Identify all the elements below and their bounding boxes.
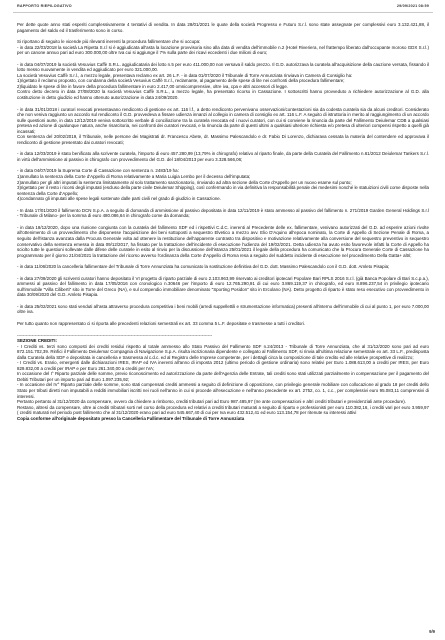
paragraph-line: - In data 17/01/2020 il fallimento DCN S.p.A. a seguito di domanda di ammissione al passivo depositata in data 12/11/2019 è stato ammesso al passivo del fallimento n. 271/2019 Garden General Holdings S.r.l - Tribunale di Milano- per la somma di euro 480.086,64 in chirografo come da domanda; — [17, 207, 429, 219]
section-line: - In occasione del IV° Riparto parziale delle somme, sono stati compensati crediti ammessi a seguito di definizione di opposizione, con privilegio generale mobiliare con collocazione al grado 18 per crediti dello Stato per tributi diretti non imputabili a redditi immobiliari iscritti nei ruoli nell'anno in cui si procede all'esecuzione e nell'anno precedente ex art. 2752, co. 1, c.c., per complessivi euro 95.083,11 comprensivi di interessi. — [17, 382, 429, 399]
section-line: - I Crediti vs. Erario, emergenti dalle dichiarazioni IRES, IRAP ed IVA inerenti all'anno di imposta 2012 (ultimo periodo di gestione ordinaria) sono relativi per Euro 1.088.613,00 a crediti per IRES, per Euro 829.832,00 a crediti per IRAP e per Euro 261.340,00 a crediti per IVA; — [17, 360, 429, 371]
paragraph-line: Per dette quote anno stati esperiti complessivamente 4 tentativi di vendita. In data 28/01/2021 le quote della società Progresso e Futuro S.r.l. sono state assegnate per complessivi euro 3.132.421,88, il pagamento del saldo ed il trasferimento sono in corso. — [17, 22, 429, 33]
paragraph-line: 1)rigettato il reclamo proposto, con condanna della società Vesuvius Caffè S.r.l., reclamante, al pagamento delle spese di lite nei confronti della procedura fallimentare; — [17, 78, 345, 84]
paragraph-line: 1)annullato la sentenza della Corte d'Appello di Roma relativamente a Maria Luigia Lembo per il decesso dell'imputata; — [17, 174, 251, 180]
paragraph — [17, 39, 429, 56]
paragraph-line: La società Vesuvius Caffè S.r.l., a mezzo legale, presentava reclamo ex art. 26 L.F. - in data 01/07/2020 il Tribunale di Torre Annunziata rinviava in Camera di Consiglio ha: — [17, 72, 353, 78]
paragraph-line: 2)annullato per gli altri imputati la sentenza limitatamente al solo trattamento sanzionatorio, rinviando ad altra sezione della Corte d'Appello per un nuovo esame sul punto; — [17, 179, 352, 185]
paragraph — [17, 107, 429, 146]
paragraph-line: Contro detto decreto in data 27/08/2020 la società Vesuvius Caffè S.R.L., a mezzo legale, ha presentato ricorso in Cassazione. I sottoscritti hanno provveduto a richiedere autorizzazione al G.D. alla costituzione in detto giudizio ed hanno ottenuto autorizzazione in data 24/09/2020. — [17, 89, 429, 101]
paragraph-line: - in data 27/09/2020 gli scriventi curatori hanno depositato il VI progetto di riparto parziale di euro 2.103.963,99 riservato ai creditori ipotecari Popolare Bari RPLS 2016 S.r.l. (già Banca Popolare di Bari S.c.p.a.), ammessi al passivo del fallimento in data 17/05/2016 con cronologico n.30646 per l'importo di euro 12.765.290,91 di cui euro 3.869.119,37 in chirografo, ed euro 8.896.237,54 in privilegio ipotecario sull'immobile "Villa Ciliberti" sito in Torre del Greco (NA), e sul compendio immobiliare denominato "Sporting Posidon" sito in Ercolano (NA). Detto progetto di riparto è stato reso esecutivo con provvedimento in data 30/09/2020 del G.D. Amleto Pisapia. — [17, 275, 429, 298]
paragraph-line: - in data 31/01/2018 i curatori revocati presentavano rendiconto di gestione ex art. 116 l.f., a detto rendiconto pervenivano osservazioni/contestazioni sia da codesta curatela sia da alcuni creditori. Considerato che non veniva raggiunto un accordo sul rendiconto il G.D. provvedeva a fissare udienza innanzi al collegio in camera di consiglio ex art. 116 L.F. A seguito di istruttoria in merito al raggiungimento di un accordo sulle questioni aurte, in data 12/12/2019 veniva sottoscritto verbale di conciliazione tra la curatela revocata ed i nuovi curatori, con cui si conviene la rinuncia da parte del Fallimento Deiulemar CDB a qualsiasi pretesa ed azione di qualunque natura, anche risarcitoria, nei confronti dei curatori revocati, e la rinuncia da parte di questi ultimi a qualsiasi ulteriore richiesta e/o pretesa di ulteriori compensi rispetto a quelli già incassati; — [17, 106, 429, 134]
paragraph-line: - in data 22/03/2018 la società La Ripetta S.r.l si è aggiudicata all'asta la locazione provvisoria sino alla data di vendita dell'immobile n.2 (Hotel Riveriera, nel frattempo liberato dall'occupante moroso GDX S.r.l.) per un canone annuo pari ad euro 300.000,00 oltre Iva cui si aggiunge il 7% sulla parte dei ricavi eccedenti i due milioni di euro; — [17, 44, 429, 56]
paragraph-line: 3)rigettato per il resto i ricorsi degli imputati (escluso della parte civile Deiulemar Shipping), così confermando in via definitiva la responsabilità penale dei medesimi nonché le statuizioni civili come disposte nella sentenza della Corte d'Appello; — [17, 185, 429, 196]
report-title: RAPPORTO RIEPILOGATIVO — [17, 4, 72, 8]
paragraph — [17, 208, 429, 219]
paragraph-list — [17, 22, 429, 327]
paragraph — [17, 264, 429, 270]
page-number: 9/9 — [429, 629, 435, 634]
paragraph-line: - in data 25/02/2021 sono stati venduti all'asta attraverso procedura competitiva i beni mobili (arredi suppellettili e strumentazione informatica) presenti all'interno dell'immobile di cui al punto 1, per euro 7.000,00 oltre iva. — [17, 303, 429, 315]
paragraph-line: - in data 12/03/2019 è stato benificato alla scrivente curatela, l'importo di euro 457.280,99 (13,79% in chirografo) relativo al riparto finale, da parte della Curatela del Fallimento n.61/2012 Deiulemar Tankers S.r.l. in virtù dell'ammissione al passivo in chirografo con provvedimento del G.D. del 18/04/2013 per euro 3.328.566,06; — [17, 151, 429, 162]
paragraph — [17, 168, 429, 201]
section-line: Pertanto pertanto al 31/12/2020 da compensare, ovvero da chiedere a rimborso, crediti tributari pari ad Euro 987.485,97 (Ire ante compensazioni e altri crediti tributari e previdenziali ante procedure). — [17, 399, 406, 405]
certified-copy-note: Copia conforme all'originale depositato presso la Cancelleria Fallimentare del Tribunale di Torre Annunziata — [17, 415, 245, 421]
section-line: Restano, altresì da compensare, oltre ai crediti tributari sorti nel corso della procedura ed relativi a crediti tributari maturati a seguito di riparto e professionisti per euro 110.382,16, i crediti vari per euro 3.959,97 ( crediti maturati nel periodo post fallimento che al 31/12/2020 erano pari ad euro 545.667,40 di cui per Iva euro 432.512,41 ed euro 113.154,78 per ritenute su interessi attivi — [17, 404, 429, 416]
paragraph — [17, 321, 429, 327]
report-header — [13, 0, 433, 13]
paragraph-line: 2)liquidato le spese di lite in favore della procedura fallimentare in euro 2.417,00 omnicomprensive, oltre iva, cpa e altri accessori di legge. — [17, 83, 289, 89]
paragraph — [17, 304, 429, 315]
paragraph-line: - in data 18/12/2020, dopo una riunione congiunta con la curatela del fallimento SDF ed i rispettivi C.d.C. inerenti al Precedente delle ex. fallimentare, venivano autorizzati del G.D. ad esperire azioni rivolte all'ottenimento di un provvedimento che disponesse l'acquisizione dei beni sottoposti a sequestro Elvetico a mezzo avv. Elio D'Aquino all'epoca nominato, la Corte di Appello di Sezione Penale di Roma, a seguito dell'istanza avanzata dalla Procura Generale volta ad ottenere la restituzione dell'apparente contrasto tra dispositivo e motivazione relativamente alla conversione del sequestro preventivo in sequestro conservativo della sentenza emessa in data 09/12/2017, ha fissato per la trattazione dell'incidente di esecuzione l'udienza del 19/02/2021. Detta udienza ha avuto esito favorevole infatti la Corte di Appello ha sciolto tutte le questioni sollevate dalle difese delle curatele in esito al rinvio per la discussione dell'istanza 25/01/2021 il legale della procedura ha comunicato che la Procura Generale Corte di Cassazione ha programmato per il giorno 21/04/2021 la trattazione del ricorso avverso l'ordinanza della Corte d'Appello di Roma resa a seguito del suddetto incidente di esecuzione nel procedimento Della Gatta+ altri; — [17, 224, 429, 258]
section-lines — [17, 344, 429, 416]
section-separator: ------------------------------------------------------------------------------------------------------------------------------------ — [17, 332, 213, 338]
credits-section — [17, 338, 429, 421]
paragraph-line: - in data 11/06/2020 la cancelleria fallimentare del Tribunale di Torre Annunziata ha comunicato la sostituzione definitiva del G.D. dott. Massimo Palescandolo con il G.D. dott. Amleto Pisapia; — [17, 264, 390, 270]
paragraph-line: Per tutto quanto non rappresentato ci si riporta alle precedenti relazioni semestrali ex art. 33 comma 5 L.F. depositate e trasmesse a tutti i creditori. — [17, 320, 306, 326]
paragraph — [17, 62, 429, 101]
paragraph-line: Si riportano di seguito le vicende più rilevanti inerenti la procedura fallimentare che si occupa: — [17, 39, 201, 45]
paragraph-line: 4)condannato gli imputati alle spese legali sostenute dalle parti civili nel grado di giudizio in Cassazione. — [17, 196, 221, 202]
section-heading: SEZIONE CREDITI: — [17, 338, 57, 344]
paragraph-line: - in data 04/07/2019 la Suprema Corte di Cassazione con sentenza n. 2483/19 ha: — [17, 168, 179, 174]
paragraph — [17, 276, 429, 298]
document-body — [17, 13, 429, 421]
section-line: - I Crediti vs. terzi sono composti dei crediti residui rispetto al totale ammesso allo Stato Passivo del Fallimento SDF n.24/2013 - Tribunale di Torre Annunziata, che al 31/12/2020 sono pari ad euro 872.151.702,39. Rinfici il Fallimento Deiulemar Compagnia di Navigazione S.p.A. risulta iscrizionaria dipendente e collegato al Fallimento SDF, si rinvia all'ultima relazione semestrale ex art. 33 L.F., predisposta dalla Curatela della SDF e depositata in cancelleria e trasmessa al c.d.c. ed al Registro delle Imprese competente, per i dettagli circa la composizione di tale credito ed alle relative prospettive di realizzo; — [17, 343, 429, 360]
paragraph-line: - in data 04/07/2019 la società Vesuvius Caffè S.R.L. aggiudicataria dei lotto n.5 per euro 411.000,00 non versava il saldo prezzo. Il G.D. autorizzava la curatela all'acquisizione della cauzione versata, fissando il lotto messo nuovamente in vendita ed aggiudicato per euro 321.000,00. — [17, 61, 429, 73]
paragraph-line: Con sentenza del 20/02/2019, il Tribunale, nelle persone dei Magistrati dr. Francesco Abete, dr. Massimo Palescandolo e dr. Fabio Di Lorenzo, dichiarava cessata la materia del contendere ed approvava il rendiconto di gestione presentato dai curatori revocati; — [17, 134, 429, 145]
section-line: In occasione del I° Riparto parziale delle somme, previo riconoscimento ed autorizzazione da parte dell'Agenzia delle Entrate, tali crediti sono stati utilizzati parzialmente in compensazione per il pagamento del Debiti Tributari per un importo pari ad Euro 1.097.235,92; — [17, 371, 429, 382]
paragraph — [17, 22, 429, 33]
report-datetime: 29/09/2021 08:59 — [396, 4, 429, 8]
paragraph — [17, 151, 429, 162]
paragraph — [17, 225, 429, 258]
